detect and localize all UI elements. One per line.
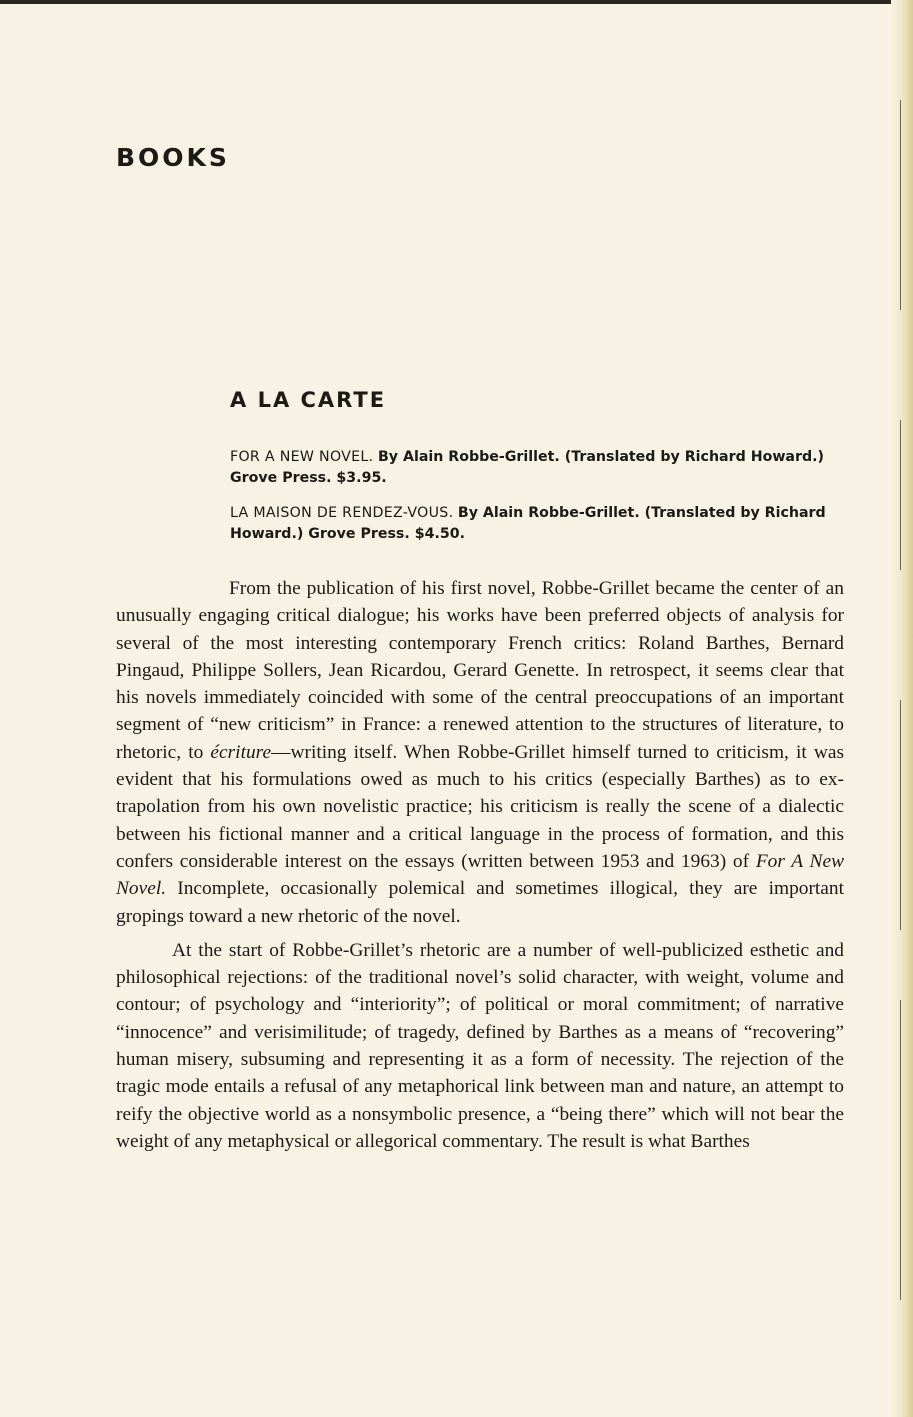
paragraph — [116, 575, 844, 930]
edge-shadow-line — [900, 420, 901, 570]
emphasis-text: écriture — [210, 741, 272, 763]
book-title: FOR A NEW NOVEL. — [230, 449, 374, 465]
book-details: By Alain Robbe-Grillet. (Translated by Richard Howard.) Grove Press. $3.95. — [230, 449, 825, 486]
book-title-italic: For A New Novel. — [116, 850, 844, 900]
paragraph: At the start of Robbe-Grillet’s rhetoric are a number of well-publicized esthetic and philosophical rejections: of the traditional novel’s solid character, with weight, volume and contour; of psychology and “interiority”; of political or moral commitment; of narrative “innocence” and verisimilitude; of tragedy, defined by Barthes as a means of “recovering” human misery, subsuming and representing it as a form of necessity. The rejection of the tragic mode entails a refusal of any metaphorical link between man and nature, an attempt to reify the objective world as a nonsymbolic presence, a “being there” which will not bear the weight of any metaphysical or allegorical commentary. The result is what Barthes — [116, 939, 844, 1152]
paragraph-text: From the publication of his first novel, Robbe-Grillet became the center of an unusually engaging critical dialogue; his works have been preferred objects of analysis for several of the most interesting contemporary French critics: Roland Barthes, Bernard Pingaud, Philippe Sollers, Jean Ricardou, Gerard Genette. In retrospect, it seems clear that his novels immediately coincided with some of the central preoccupations of an important segment of “new criticism” in France: a renewed attention to the structures of literature, to rhetoric, to — [116, 578, 844, 763]
page-edge — [891, 0, 913, 1417]
edge-shadow-line — [900, 700, 901, 930]
review-body — [116, 575, 844, 1155]
book-details: By Alain Robbe-Grillet. (Translated by Richard Howard.) Grove Press. $4.50. — [230, 505, 826, 542]
book-entry — [230, 447, 842, 489]
book-title: LA MAISON DE RENDEZ-VOUS. — [230, 505, 454, 521]
book-entry — [230, 503, 842, 545]
review-title: A LA CARTE — [230, 388, 387, 412]
top-rule — [0, 0, 910, 4]
edge-shadow-line — [900, 1000, 901, 1300]
paragraph-text: —writing itself. When Robbe-Grillet himself turned to criticism, it was evident that his formulations owed as much to his critics (especially Barthes) as to extrapolation from his own novelistic practice; his criticism is really the scene of a dialectic between his fictional manner and a critical language in the process of formation, and this confers considerable interest on the essays (written between 1953 and 1963) of — [116, 741, 845, 872]
section-title: BOOKS — [116, 143, 230, 172]
paragraph-text: Incomplete, occasionally polemical and sometimes illogical, they are important gropings toward a new rhetoric of the novel. — [116, 878, 844, 927]
edge-shadow-line — [900, 100, 901, 310]
